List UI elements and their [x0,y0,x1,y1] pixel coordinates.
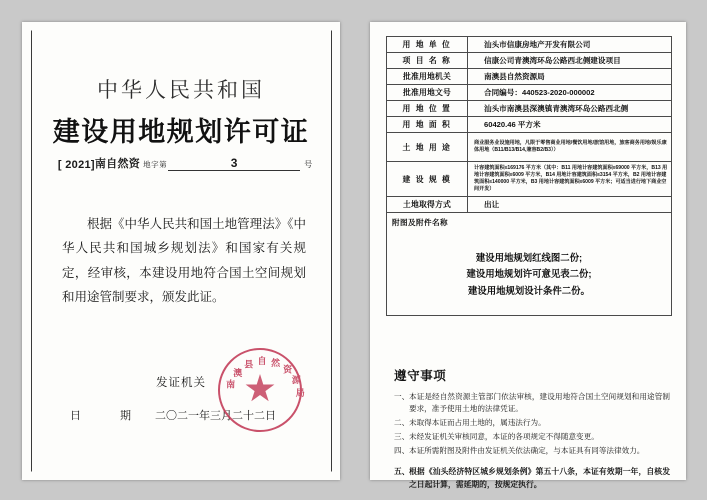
date-value: 二〇二一年三月二十二日 [155,410,276,422]
table-body [387,37,672,316]
list-item: 建设用地规划设计条件二份。 [468,284,590,296]
row-value-land-purpose: 商业服务业设施用地，凡限于零售商业用地/餐饮用地/旅馆用地，旅客商务用地/娱乐康体用地（B11/B13/B14,兼容B2/B3）） [468,133,672,162]
item-marker: 一、 [394,392,410,401]
row-label-land-location: 用 地 位 置 [387,101,468,117]
row-label-land-area: 用 地 面 积 [387,117,468,133]
attachments-cell [387,213,672,316]
attachments-row [387,213,672,316]
row-label-acquisition-method: 土地取得方式 [387,197,468,213]
list-item [394,445,670,457]
item-text: 未经发证机关审核同意，本证的各项规定不得随意变更。 [409,431,599,441]
row-label-project-name: 项 目 名 称 [387,53,468,69]
row-value-land-location: 汕头市南澳县深澳镇青澳湾环岛公路西北侧 [468,101,672,117]
compliance-list [394,391,670,492]
page-title: 建设用地规划许可证 [52,117,310,147]
list-item [394,417,670,429]
table-row [387,37,672,53]
permit-detail-page [370,22,686,490]
table-row [387,85,672,101]
row-value-acquisition-method: 出让 [468,197,672,213]
row-label-land-purpose: 土 地 用 途 [387,133,468,162]
item-text: 根据《汕头经济特区城乡规划条例》第五十八条，本证有效期一年，自核发之日起计算，需延期的，按规定执行。 [409,466,670,490]
row-value-approval-document: 合同编号：440523-2020-000002 [468,85,672,101]
permit-number-line [50,155,320,171]
permit-authority-code: 南自然资 [94,158,141,170]
item-marker: 四、 [394,445,410,455]
compliance-section [394,366,670,493]
attachments-list [390,250,668,299]
item-marker: 二、 [394,418,410,428]
table-row [387,69,672,85]
list-item [394,391,670,416]
table-row [387,162,672,197]
row-value-project-name: 信康公司青澳湾环岛公路西北侧建设项目 [468,53,672,69]
table-row [387,53,672,69]
row-label-approval-document: 批准用地文号 [387,85,468,101]
row-value-approval-authority: 南澳县自然资源局 [468,69,672,85]
row-label-land-user: 用 地 单 位 [387,37,468,53]
seal-ring-text: 南 澳 县 自 然 资 源 局 [226,356,305,399]
official-seal [218,348,305,432]
land-use-info-table [386,36,672,316]
permit-year: [ 2021] [57,159,95,171]
item-text: 本证是经自然资源主管部门依法审核，建设用地符合国土空间规划和用途管制要求，准予使用土地的法律凭证。 [409,392,670,414]
row-value-land-user: 汕头市信康房地产开发有限公司 [468,37,672,53]
permit-number-suffix: 号 [304,160,313,169]
compliance-title: 遵守事项 [394,369,447,383]
row-value-construction-scale: 计容建筑面积≤169176 平方米（其中：B11 用地计容建筑面积≤69000 平方米，B13 用地计容建筑面积≤6009 平方米，B14 用地计容建筑面积≤3154 平方米，B2 用地计容建筑面积≤140000 平方米，B3 用地计容建筑面积≤6009 平方米；可适当进行地下商业空间开发） [468,162,672,197]
permit-cover-page [22,22,340,480]
date-label: 日 期 [70,410,145,422]
nation-title: 中华人民共和国 [97,78,265,102]
legal-body-text [62,212,306,310]
permit-doc-label: 地字第 [143,160,168,169]
table-row [387,133,672,162]
item-text: 本证所需附图及附件由发证机关依法确定，与本证具有同等法律效力。 [409,445,645,455]
row-label-approval-authority: 批准用地机关 [387,69,468,85]
issuer-label: 发证机关 [156,377,206,389]
list-item: 建设用地规划许可意见表二份; [466,268,592,280]
item-marker: 三、 [394,431,410,441]
item-marker: 五、 [394,466,410,476]
item-text: 未取得本证而占用土地的，属违法行为。 [409,418,546,428]
attachments-label: 附图及附件名称 [392,218,448,227]
list-item [394,465,670,492]
table-row [387,101,672,117]
legal-body-paragraph: 根据《中华人民共和国土地管理法》《中华人民共和国城乡规划法》和国家有关规定，经审核，本建设用地符合国土空间规划和用途管制要求，颁发此证。 [62,216,306,305]
table-row [387,197,672,213]
list-item: 建设用地规划红线图二份; [475,252,583,263]
permit-serial-number: 3 [168,156,300,171]
row-value-land-area: 60420.46 平方米 [468,117,672,133]
table-row [387,117,672,133]
list-item [394,431,670,443]
row-label-construction-scale: 建 设 规 模 [387,162,468,197]
